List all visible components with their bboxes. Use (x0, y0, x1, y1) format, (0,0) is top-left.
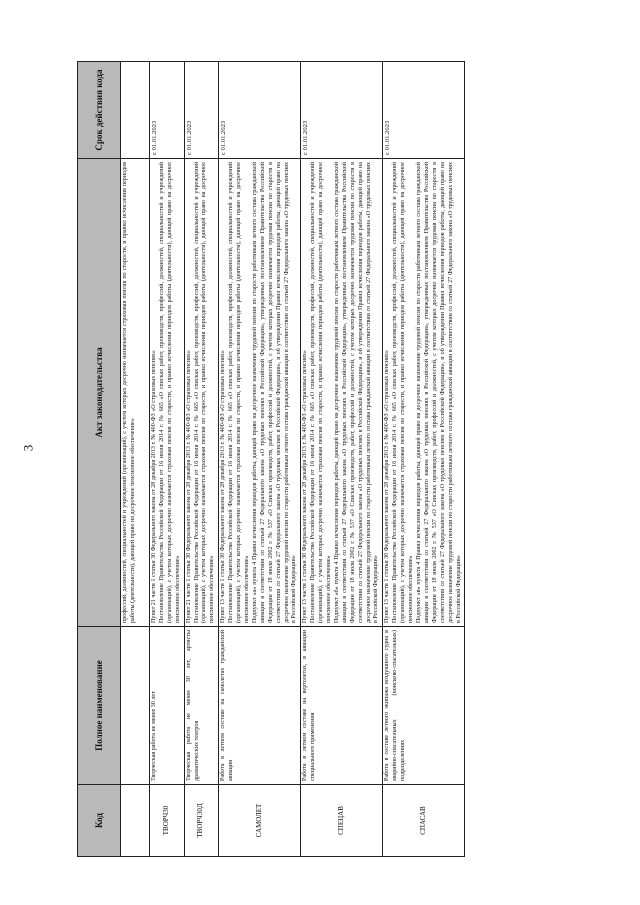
row-act (383, 159, 465, 627)
page-number: 3 (20, 444, 36, 452)
act-paragraph: Постановление Правительства Российской Федерации от 16 июля 2014 г. № 665 «О списках работ, производств, профессий, должностей, специальностей и учреждений (организаций), с учетом которых досрочно назначается страховая пенсия по старости, и правил исчисления периодов работы (деятельности), дающей право на досрочное пенсионное обеспечение» (193, 162, 216, 623)
row-period: с 01.01.2023 (383, 62, 465, 159)
row-code (121, 785, 150, 857)
table-row (121, 62, 150, 857)
header-full-name: Полное наименование (78, 627, 121, 785)
header-code: Код (78, 785, 121, 857)
table-row (184, 62, 219, 857)
act-paragraph: Подпункт «в» пункта 4 Правил исчисления периодов работы, дающей право на досрочное назначение трудовой пенсии по старости работникам летного состава гражданской авиации в соответствии со статьей 27 Федерального закона «О трудовых пенсиях в Российской Федерации», утвержденных постановлением Правительства Российской Федерации от 18 июля 2002 г. № 537 «О Списках производств, работ, профессий и должностей, с учетом которых досрочно назначается трудовая пенсия по старости в соответствии со статьей 27 Федерального закона «О трудовых пенсиях в Российской Федерации», и об утверждении Правил исчисления периодов работы, дающей право на досрочное назначение трудовой пенсии по старости работникам летного состава гражданской авиации в соответствии со статьей 27 Федерального закона «О трудовых пенсиях в Российской Федерации» (416, 162, 462, 623)
row-act (150, 159, 185, 627)
act-paragraph: Пункт 21 части 1 статьи 30 Федерального закона от 28 декабря 2013 г. № 400-ФЗ «О страховых пенсиях» (151, 350, 157, 623)
act-paragraph: Подпункт «а» пункта 4 Правил исчисления периодов работы, дающей право на досрочное назначение трудовой пенсии по старости работникам летного состава гражданской авиации в соответствии со статьей 27 Федерального закона «О трудовых пенсиях в Российской Федерации», утвержденных постановлением Правительства Российской Федерации от 18 июля 2002 г. № 537 «О Списках производств, работ, профессий и должностей, с учетом которых досрочно назначается трудовая пенсия по старости в соответствии со статьей 27 Федерального закона «О трудовых пенсиях в Российской Федерации», и об утверждении Правил исчисления периодов работы, дающей право на досрочное назначение трудовой пенсии по старости работникам летного состава гражданской авиации в соответствии со статьей 27 Федерального закона «О трудовых пенсиях в Российской Федерации» (251, 162, 298, 623)
row-period (121, 62, 150, 159)
row-name: Работа в летном составе на самолетах гражданской авиации (219, 627, 301, 785)
row-act (219, 159, 301, 627)
row-code: ТВОРЧ30Д (184, 785, 219, 857)
act-paragraph: Постановление Правительства Российской Федерации от 16 июля 2014 г. № 665 «О списках работ, производств, профессий, должностей, специальностей и учреждений (организаций), с учетом которых досрочно назначается страховая пенсия по старости, и правил исчисления периодов работы (деятельности), дающей право на досрочное пенсионное обеспечение» (158, 162, 181, 623)
row-name: Работа в летном составе на вертолетах, в авиации специального применения (301, 627, 383, 785)
row-code: СПАСАВ (383, 785, 465, 857)
row-code: ТВОРЧ30 (150, 785, 185, 857)
row-period: с 01.01.2023 (150, 62, 185, 159)
act-paragraph: Постановление Правительства Российской Федерации от 16 июля 2014 г. № 665 «О списках работ, производств, профессий, должностей, специальностей и учреждений (организаций), с учетом которых досрочно назначается страховая пенсия по старости, и правил исчисления периодов работы (деятельности), дающей право на досрочное пенсионное обеспечение» (310, 162, 333, 623)
row-name: Работа в составе летного экипажа воздушного судна в аварийно-спасательных (поисково-спасательных) подразделениях (383, 627, 465, 785)
header-period: Срок действия кода (78, 62, 121, 159)
act-paragraph: Пункт 13 части 1 статьи 30 Федерального закона от 28 декабря 2013 г. № 400-ФЗ «О страховых пенсиях» (220, 350, 227, 623)
row-act (121, 159, 150, 627)
table-row (301, 62, 383, 857)
row-act (301, 159, 383, 627)
row-period: с 01.01.2023 (301, 62, 383, 159)
codes-table (77, 61, 465, 857)
row-code: СПЕЦАВ (301, 785, 383, 857)
row-name: Творческая работа не менее 30 лет, артисты драматических театров (184, 627, 219, 785)
act-paragraph: Пункт 13 части 1 статьи 30 Федерального закона от 28 декабря 2013 г. № 400-ФЗ «О страховых пенсиях» (384, 350, 391, 623)
table-row (219, 62, 301, 857)
act-paragraph: Пункт 13 части 1 статьи 30 Федерального закона от 28 декабря 2013 г. № 400-ФЗ «О страховых пенсиях» (302, 350, 309, 623)
header-act: Акт законодательства (78, 159, 121, 627)
row-code: САМОЛЕТ (219, 785, 301, 857)
row-period: с 01.01.2023 (184, 62, 219, 159)
act-paragraph: профессий, должностей, специальностей и учреждений (организаций), с учетом которых досрочно назначается страховая пенсия по старости, и правил исчисления периодов работы (деятельности), дающей право на досрочное пенсионное обеспечение» (122, 162, 136, 623)
act-paragraph: Пункт 21 части 1 статьи 30 Федерального закона от 28 декабря 2013 г. № 400-ФЗ «О страховых пенсиях» (185, 350, 192, 623)
act-paragraph: Подпункт «б» пункта 4 Правил исчисления периодов работы, дающей право на досрочное назначение трудовой пенсии по старости работникам летного состава гражданской авиации в соответствии со статьей 27 Федерального закона «О трудовых пенсиях в Российской Федерации», утвержденных постановлением Правительства Российской Федерации от 18 июля 2002 г. № 537 «О Списках производств, работ, профессий и должностей, с учетом которых досрочно назначается трудовая пенсия по старости в соответствии со статьей 27 Федерального закона «О трудовых пенсиях в Российской Федерации», и об утверждении Правил исчисления периодов работы, дающей право на досрочное назначение трудовой пенсии по старости работникам летного состава гражданской авиации в соответствии со статьей 27 Федерального закона «О трудовых пенсиях в Российской Федерации» (333, 162, 380, 623)
table-header-row (78, 62, 121, 857)
rotated-table-page (77, 62, 632, 857)
row-name (121, 627, 150, 785)
act-paragraph: Постановление Правительства Российской Федерации от 16 июля 2014 г. № 665 «О списках работ, производств, профессий, должностей, специальностей и учреждений (организаций), с учетом которых досрочно назначается страховая пенсия по старости, и правил исчисления периодов работы (деятельности), дающей право на досрочное пенсионное обеспечение» (392, 162, 415, 623)
row-act (184, 159, 219, 627)
row-name: Творческая работа не менее 30 лет (150, 627, 185, 785)
row-period: с 01.01.2023 (219, 62, 301, 159)
act-paragraph: Постановление Правительства Российской Федерации от 16 июля 2014 г. № 665 «О списках работ, производств, профессий, должностей, специальностей и учреждений (организаций), с учетом которых досрочно назначается страховая пенсия по старости, и правил исчисления периодов работы (деятельности), дающей право на досрочное пенсионное обеспечение» (228, 162, 250, 623)
table-row (150, 62, 185, 857)
table-row (383, 62, 465, 857)
